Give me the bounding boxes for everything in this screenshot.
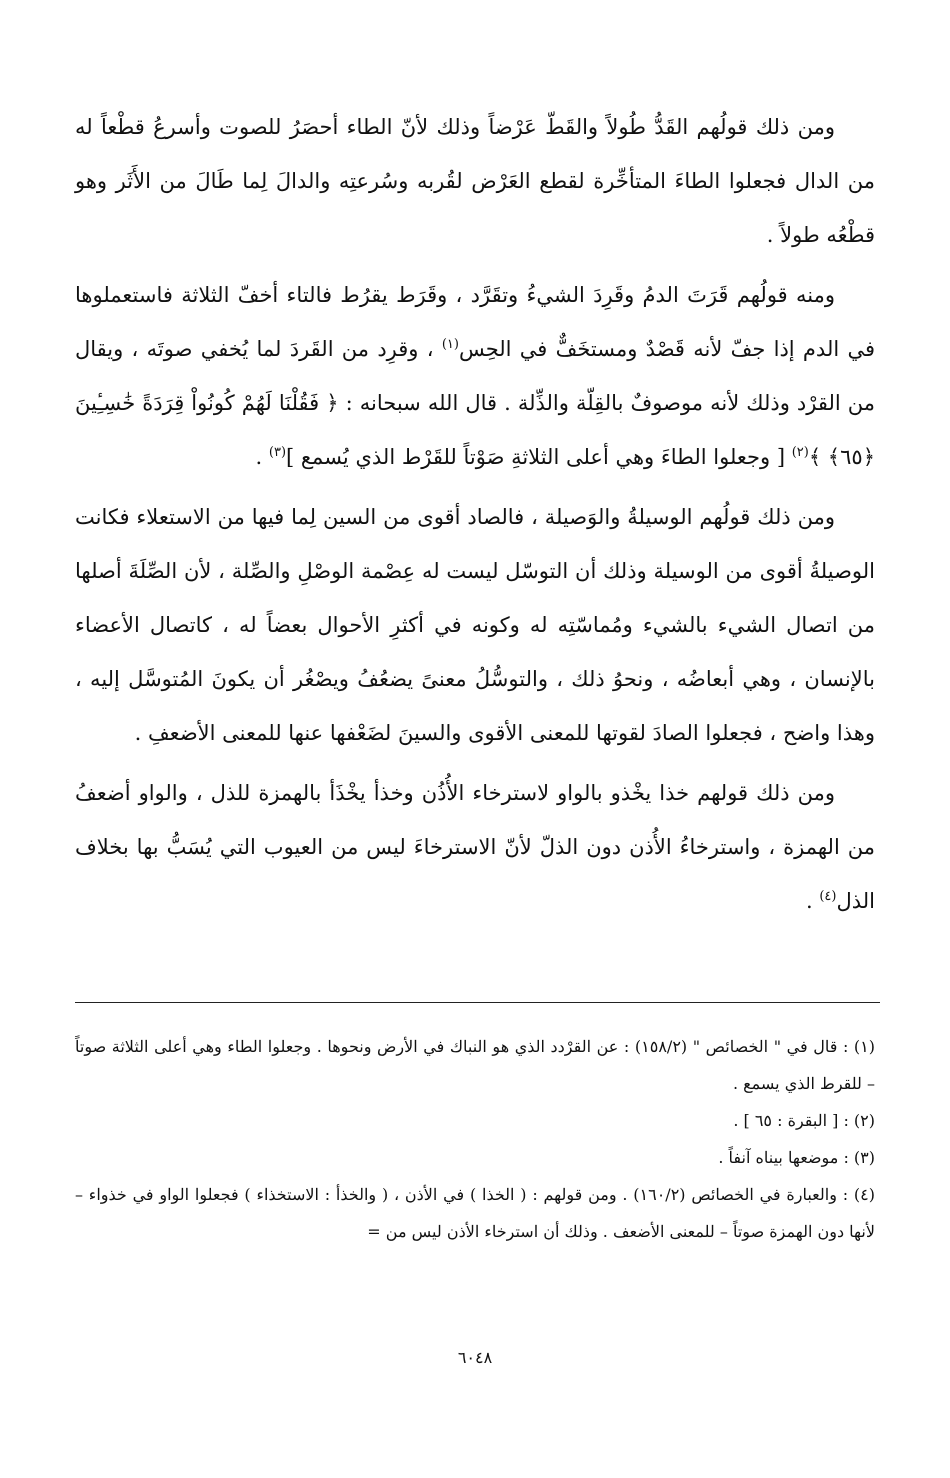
footnote-3-number: (٣) : — [843, 1148, 875, 1167]
paragraph-4-part-1: ومن ذلك قولهم خذا يخْذو بالواو لاسترخاء الأُذُن وخذأ يخْذَأ بالهمزة للذل ، والواو أضعفُ من الهمزة ، واسترخاءُ الأُذن دون الذلّ لأنّ الاسترخاءَ ليس من العيوب التي يُسَبُّ بها بخلاف الذل — [75, 781, 875, 913]
paragraph-2-part-1: ومنه قولُهم قَرَتَ الدمُ وقَرِدَ الشيءُ وتقَرَّد ، وقَرَط يقرُط فالتاء أخفّ الثلاثة فاستعملوها في الدم إذا جفّ لأنه قَصْدٌ ومستخَفٌّ في الحِس — [75, 283, 876, 361]
footnote-ref-3[interactable]: (٣) — [268, 445, 287, 460]
quran-verse: ﴿ فَقُلْنَا لَهُمْ كُونُواْ قِرَدَةً خَٰسِـِٔينَ ﴿٦٥﴾ ﴾ — [75, 391, 875, 469]
footnote-ref-4[interactable]: (٤) — [819, 889, 837, 904]
paragraph-3 — [75, 490, 875, 760]
paragraph-2 — [75, 268, 875, 484]
footnote-3-text: موضعها بيناه آنفاً . — [718, 1148, 839, 1167]
footnote-4-text: والعبارة في الخصائص (١٦٠/٢) . ومن قولهم : ( الخذا ) في الأذن ، ( والخذأ : الاستخذاء ) فجعلوا الواو في خذواء – لأنها دون الهمزة صوتاً – للمعنى الأضعف . وذلك أن استرخاء الأذن ليس من = — [75, 1185, 875, 1241]
footnote-2-number: (٢) : — [843, 1111, 875, 1130]
footnote-1 — [75, 1028, 875, 1102]
footnote-1-text: قال في " الخصائص " (١٥٨/٢) : عن القرْدد الذي هو النباك في الأرض ونحوها . وجعلوا الطاء وهي أعلى الثلاثة صوتاً – للقرط الذي يسمع . — [75, 1037, 875, 1093]
footnotes — [75, 1028, 875, 1250]
footnote-divider — [75, 1002, 880, 1003]
main-text — [75, 100, 875, 928]
footnote-2 — [75, 1102, 875, 1139]
page-number: ٦٠٤٨ — [457, 1348, 493, 1367]
paragraph-3-text: ومن ذلك قولُهم الوسيلةُ والوَصيلة ، فالصاد أقوى من السين لِما فيها من الاستعلاء فكانت الوصيلةُ أقوى من الوسيلة وذلك أن التوسّل ليست له عِصْمة الوصْلِ والصِّلة ، لأن الصِّلَةَ أصلها من اتصال الشيء بالشيء ومُماسّتِه له وكونه في أكثرِ الأحوال بعضاً له ، كاتصال الأعضاء بالإنسان ، وهي أبعاضُه ، ونحوُ ذلك ، والتوسُّلُ معنىً يضعُفُ ويصْغُر أن يكونَ المُتوسَّل إليه ، وهذا واضح ، فجعلوا الصادَ لقوتها للمعنى الأقوى والسينَ لضَعْفها عنها للمعنى الأضعفِ . — [75, 505, 875, 745]
paragraph-4 — [75, 766, 875, 928]
paragraph-2-part-2: ، وقرِد من القَردَ لما يُخفي صوتَه ، ويقال من القرْد وذلك لأنه موصوفٌ بالقِلّة والذِّلة . قال الله سبحانه : — [75, 337, 875, 415]
footnote-4-number: (٤) : — [842, 1185, 876, 1204]
footnote-1-number: (١) : — [842, 1037, 876, 1056]
paragraph-2-part-3: [ وجعلوا الطاءَ وهي أعلى الثلاثةِ صَوْتاً للقَرْط الذي يُسمع ] — [286, 445, 792, 469]
footnote-4 — [75, 1176, 875, 1250]
paragraph-4-part-2: . — [805, 889, 820, 913]
paragraph-1 — [75, 100, 875, 262]
footnote-2-text: [ البقرة : ٦٥ ] . — [733, 1111, 839, 1130]
footnote-ref-2[interactable]: (٢) — [791, 445, 809, 460]
paragraph-1-text: ومن ذلك قولُهم القَدُّ طُولاً والقَطّ عَرْضاً وذلك لأنّ الطاء أحصَرُ للصوت وأسرعُ قطْعاً له من الدال فجعلوا الطاءَ المتأخِّرة لقطع العَرْض لقُربه وسُرعتِه والدالَ لِما طَالَ من الأَثَر وهو قطْعُه طولاً . — [75, 115, 875, 247]
paragraph-2-part-4: . — [255, 445, 269, 469]
footnote-ref-1[interactable]: (١) — [441, 337, 459, 352]
footnote-3 — [75, 1139, 875, 1176]
